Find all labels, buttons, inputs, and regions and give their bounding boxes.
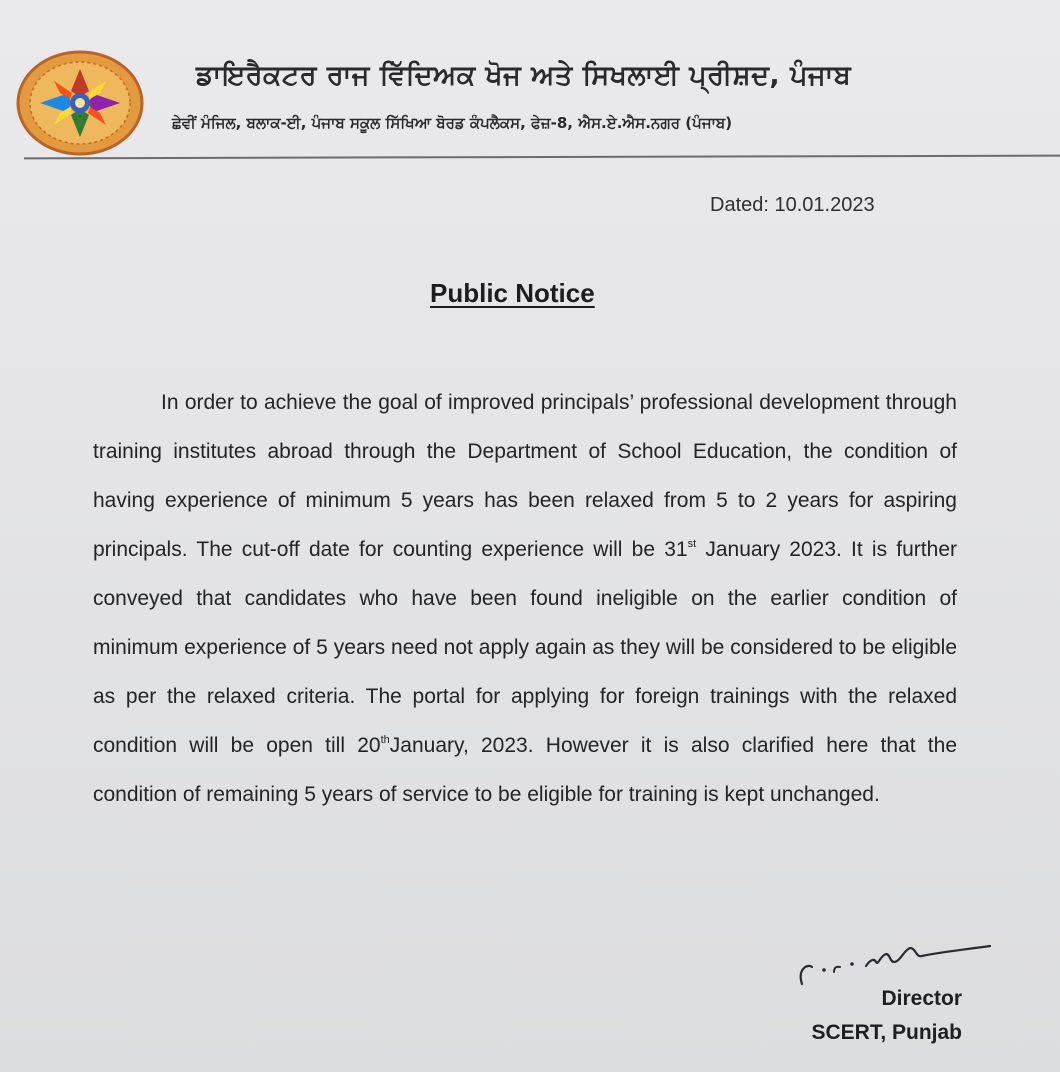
notice-body-part-1: In order to achieve the goal of improved principals’ professional development through training institutes abroad through the Department of School Education, the condition of having experience of minimum 5 years has been relaxed from 5 to 2 years for aspiring principals. The cut-off date for counting experience will be 31 [93,391,957,561]
letterhead-title: ਡਾਇਰੈਕਟਰ ਰਾਜ ਵਿੱਦਿਅਕ ਖੋਜ ਅਤੇ ਸਿਖਲਾਈ ਪ੍ਰੀਸ਼ਦ, ਪੰਜਾਬ [196,60,852,91]
letterhead [0,0,1060,160]
notice-body-part-3: January, 2023. However it is also clarified here that the condition of remaining 5 years of service to be eligible for training is kept unchanged. [93,734,957,806]
notice-body-part-2: January 2023. It is further conveyed that candidates who have been found ineligible on the earlier condition of minimum experience of 5 years need not apply again as they will be considered to be eligible as per the relaxed criteria. The portal for applying for foreign trainings with the relaxed condition will be open till 20 [93,538,957,757]
scert-emblem-logo [14,48,146,158]
notice-title: Public Notice [430,278,595,308]
ordinal-suffix-1: st [687,538,697,550]
notice-body [93,378,957,819]
letterhead-divider [24,155,1060,160]
signatory-office: SCERT, Punjab [811,1021,962,1044]
ordinal-suffix-2: th [380,734,390,746]
signatory-block [790,982,962,1050]
notice-date: Dated: 10.01.2023 [710,194,875,216]
signatory-designation: Director [881,987,962,1010]
letterhead-address: ਛੇਵੀਂ ਮੰਜਿਲ, ਬਲਾਕ-ਈ, ਪੰਜਾਬ ਸਕੂਲ ਸਿੱਖਿਆ ਬੋਰਡ ਕੰਪਲੈਕਸ, ਫੇਜ਼-8, ਐਸ.ਏ.ਐਸ.ਨਗਰ (ਪੰਜਾਬ) [172,114,733,132]
